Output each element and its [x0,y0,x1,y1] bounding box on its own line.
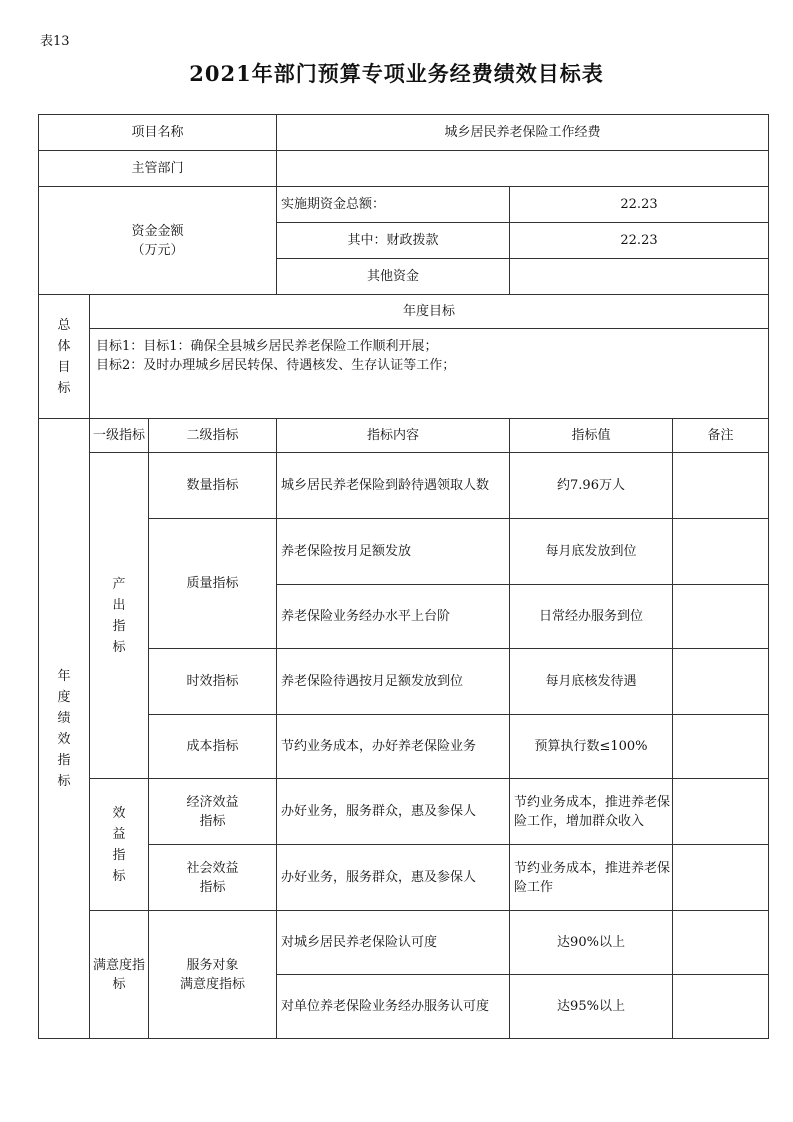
timeliness-remark [673,649,769,715]
benefit-char: 效 [112,805,126,821]
economic-indicator-label [149,779,277,845]
goal-1: 目标1：目标1：确保全县城乡居民养老保险工作顺利开展； [96,339,438,354]
header-level1: 一级指标 [90,419,149,453]
satisfaction-label-line2: 标 [112,976,126,992]
satisfaction-content-2: 对单位养老保险业务经办服务认可度 [277,975,510,1039]
output-indicator-label [90,453,149,779]
quality-content-1: 养老保险按月足额发放 [277,519,510,585]
funds-label [39,187,277,295]
economic-label-line1: 经济效益 [186,794,239,810]
quality-value-2: 日常经办服务到位 [510,585,673,649]
indicator-char: 效 [57,731,71,747]
satisfaction-value-2: 达95%以上 [510,975,673,1039]
quality-value-1: 每月底发放到位 [510,519,673,585]
economic-label-line2: 指标 [199,813,226,829]
fiscal-funds-value: 22.23 [510,223,769,259]
performance-target-table [38,114,769,1039]
output-char: 标 [112,639,126,655]
satisfaction-value-1: 达90%以上 [510,911,673,975]
social-value-line2: 险工作 [514,879,554,895]
quantity-value: 约7.96万人 [510,453,673,519]
timeliness-indicator-label: 时效指标 [149,649,277,715]
indicator-char: 年 [57,668,71,684]
satisfaction-remark-1 [673,911,769,975]
economic-content: 办好业务，服务群众，惠及参保人 [277,779,510,845]
other-funds-label: 其他资金 [277,259,510,295]
social-value [510,845,673,911]
quality-remark-2 [673,585,769,649]
social-indicator-label [149,845,277,911]
overall-char: 目 [57,359,71,375]
social-value-line1: 节约业务成本，推进养老保 [514,860,671,876]
quality-indicator-label: 质量指标 [149,519,277,649]
overall-char: 标 [57,380,71,396]
economic-value-line1: 节约业务成本，推进养老保 [514,794,671,810]
cost-value: 预算执行数≤100% [510,715,673,779]
total-funds-label: 实施期资金总额： [277,187,510,223]
quantity-content: 城乡居民养老保险到龄待遇领取人数 [277,453,510,519]
output-char: 出 [112,597,126,613]
quality-content-2: 养老保险业务经办水平上台阶 [277,585,510,649]
satisfaction-indicator-label [90,911,149,1039]
quantity-remark [673,453,769,519]
output-char: 产 [112,576,126,592]
timeliness-content: 养老保险待遇按月足额发放到位 [277,649,510,715]
quality-remark-1 [673,519,769,585]
service-satisfaction-line2: 满意度指标 [179,976,245,992]
economic-remark [673,779,769,845]
social-content: 办好业务，服务群众，惠及参保人 [277,845,510,911]
total-funds-value: 22.23 [510,187,769,223]
indicator-char: 绩 [57,710,71,726]
overall-char: 总 [57,317,71,333]
timeliness-value: 每月底核发待遇 [510,649,673,715]
satisfaction-content-1: 对城乡居民养老保险认可度 [277,911,510,975]
page-title: 2021年部门预算专项业务经费绩效目标表 [189,61,604,86]
header-remark: 备注 [673,419,769,453]
header-value: 指标值 [510,419,673,453]
funds-label-line2: （万元） [131,242,184,258]
indicator-char: 度 [57,689,71,705]
annual-target-label: 年度目标 [90,295,769,329]
social-label-line2: 指标 [199,879,226,895]
header-level2: 二级指标 [149,419,277,453]
cost-content: 节约业务成本，办好养老保险业务 [277,715,510,779]
project-name-value: 城乡居民养老保险工作经费 [277,115,769,151]
service-satisfaction-label [149,911,277,1039]
benefit-char: 益 [112,826,126,842]
project-name-label: 项目名称 [39,115,277,151]
social-remark [673,845,769,911]
economic-value [510,779,673,845]
indicator-char: 指 [57,752,71,768]
department-label: 主管部门 [39,151,277,187]
social-label-line1: 社会效益 [186,860,239,876]
table-id: 表13 [40,34,70,49]
overall-char: 体 [57,338,71,354]
goal-2: 目标2：及时办理城乡居民转保、待遇核发、生存认证等工作； [96,358,456,373]
other-funds-value [510,259,769,295]
benefit-indicator-label [90,779,149,911]
header-content: 指标内容 [277,419,510,453]
fiscal-funds-label: 其中：财政拨款 [277,223,510,259]
service-satisfaction-line1: 服务对象 [186,957,239,973]
department-value [277,151,769,187]
cost-indicator-label: 成本指标 [149,715,277,779]
satisfaction-remark-2 [673,975,769,1039]
quantity-indicator-label: 数量指标 [149,453,277,519]
output-char: 指 [112,618,126,634]
benefit-char: 指 [112,847,126,863]
cost-remark [673,715,769,779]
satisfaction-label-line1: 满意度指 [92,957,145,973]
annual-indicator-label [39,419,90,1039]
benefit-char: 标 [112,868,126,884]
indicator-char: 标 [57,773,71,789]
annual-target-content [90,329,769,419]
overall-target-label [39,295,90,419]
funds-label-line1: 资金金额 [131,223,184,239]
economic-value-line2: 险工作，增加群众收入 [514,813,645,829]
